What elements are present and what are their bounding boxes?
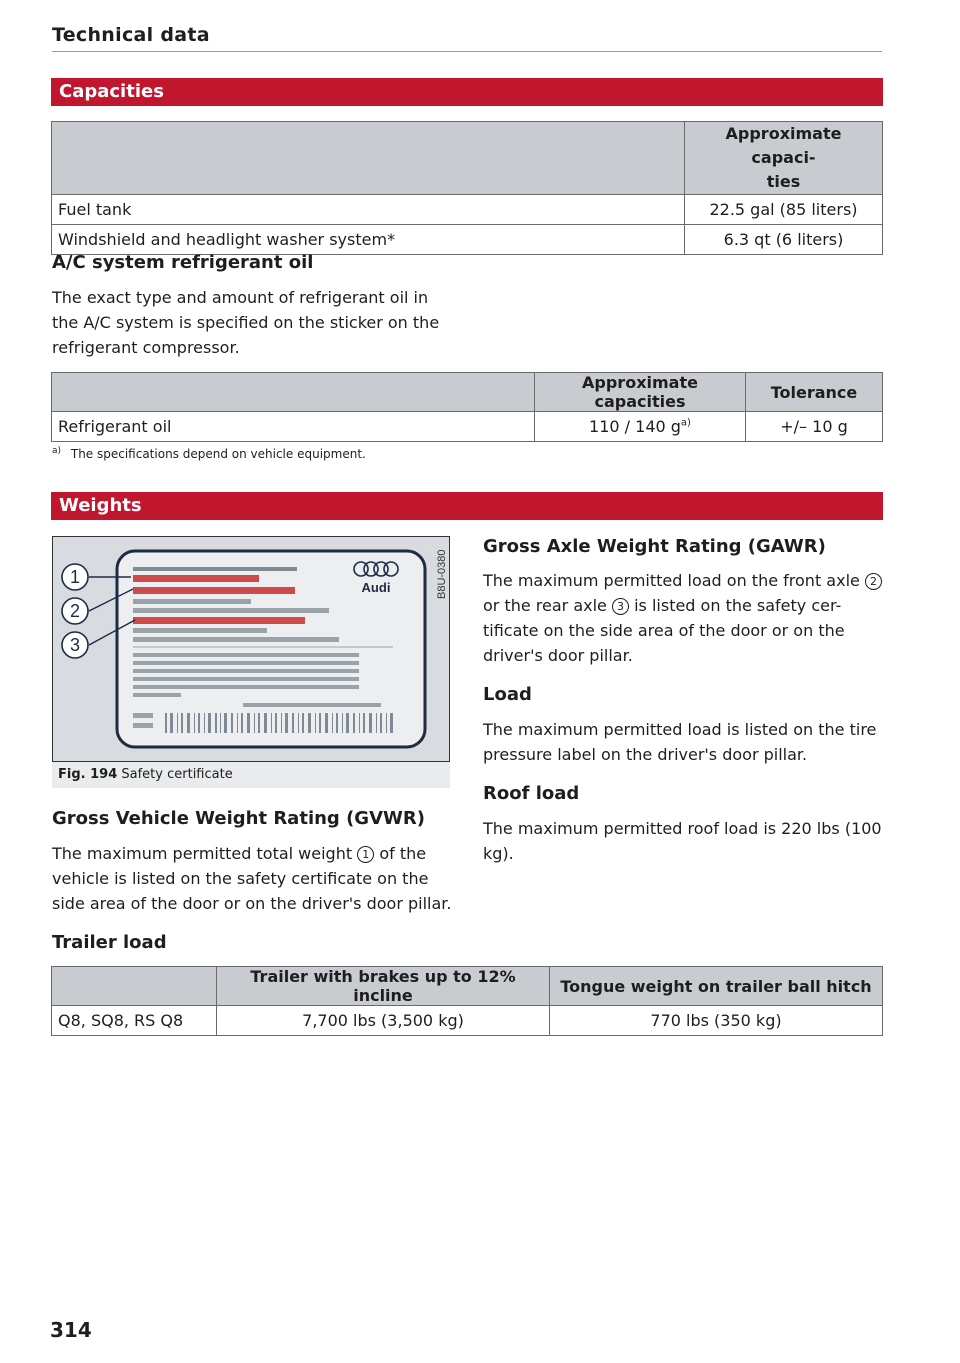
figure-code: B8U-0380 — [436, 549, 448, 599]
table-row — [52, 412, 883, 442]
audi-logo-text: Audi — [361, 580, 391, 595]
table-cell-item: Refrigerant oil — [52, 412, 535, 442]
gawr-text — [483, 568, 883, 668]
refrigerant-oil-table — [51, 372, 883, 442]
gvwr-heading: Gross Vehicle Weight Rating (GVWR) — [52, 808, 425, 829]
capacities-column-header: Approximate capaci- ties — [685, 122, 883, 195]
gawr-text-post: is listed on the safety cer- tificate on the side area of the door or on the driver's door pillar. — [483, 596, 845, 665]
capacities-table-blank-header — [52, 122, 685, 195]
ac-oil-text: The exact type and amount of refrigerant oil in the A/C system is specified on the sticker on the refrigerant compressor. — [52, 288, 440, 357]
table-cell-value: 6.3 qt (6 liters) — [685, 225, 883, 255]
footnote — [52, 446, 366, 461]
oil-table-blank-header — [52, 373, 535, 412]
trailer-load-heading: Trailer load — [52, 932, 167, 953]
load-heading: Load — [483, 684, 532, 705]
figure-caption — [52, 762, 450, 788]
figure-caption-text: Safety certificate — [121, 767, 233, 782]
callout-ref-2: 2 — [865, 573, 882, 590]
page-header-title: Technical data — [52, 24, 210, 46]
table-row — [52, 225, 883, 255]
oil-table-header-tolerance: Tolerance — [746, 373, 883, 412]
roof-load-text: The maximum permitted roof load is 220 lbs (100 kg). — [483, 819, 882, 863]
safety-certificate-figure — [52, 536, 450, 762]
header-divider — [52, 51, 882, 52]
safety-certificate-illustration — [53, 537, 449, 761]
table-cell-item: Fuel tank — [52, 195, 685, 225]
gvwr-text — [52, 841, 452, 916]
table-cell-trailer: 7,700 lbs (3,500 kg) — [217, 1006, 550, 1036]
callout-1: 1 — [69, 567, 81, 587]
table-cell-item: Windshield and headlight washer system* — [52, 225, 685, 255]
callout-ref-3: 3 — [612, 598, 629, 615]
callout-3: 3 — [69, 635, 81, 655]
table-cell-value — [535, 412, 746, 442]
capacities-banner: Capacities — [51, 78, 883, 106]
figure-caption-label: Fig. 194 — [58, 767, 118, 782]
callout-ref-1: 1 — [357, 846, 374, 863]
gawr-text-mid: or the rear axle — [483, 596, 607, 615]
footnote-text: The specifications depend on vehicle equipment. — [70, 447, 366, 461]
gvwr-text-pre: The maximum permitted total weight — [52, 844, 353, 863]
page-number: 314 — [50, 1318, 92, 1342]
trailer-table-header-brakes: Trailer with brakes up to 12% incline — [217, 967, 550, 1006]
load-text: The maximum permitted load is listed on the tire pressure label on the driver's door pillar. — [483, 720, 877, 764]
ac-oil-heading: A/C system refrigerant oil — [52, 252, 314, 273]
table-cell-value: 22.5 gal (85 liters) — [685, 195, 883, 225]
gawr-heading: Gross Axle Weight Rating (GAWR) — [483, 536, 826, 557]
trailer-table-header-tongue: Tongue weight on trailer ball hitch — [550, 967, 883, 1006]
oil-value: 110 / 140 g — [589, 417, 681, 436]
trailer-load-table — [51, 966, 883, 1036]
capacities-table — [51, 121, 883, 255]
oil-table-header-capacity: Approximate capacities — [535, 373, 746, 412]
weights-banner: Weights — [51, 492, 883, 520]
callout-2: 2 — [69, 601, 81, 621]
table-row — [52, 1006, 883, 1036]
footnote-mark: a) — [52, 446, 62, 456]
table-cell-tolerance: +/– 10 g — [746, 412, 883, 442]
table-cell-model: Q8, SQ8, RS Q8 — [52, 1006, 217, 1036]
gvwr-text-post: of the vehicle is listed on the safety certificate on the side area of the door or on the driver's door pillar. — [52, 844, 452, 913]
roof-load-heading: Roof load — [483, 783, 580, 804]
table-cell-tongue: 770 lbs (350 kg) — [550, 1006, 883, 1036]
footnote-reference: a) — [680, 417, 691, 429]
gawr-text-pre: The maximum permitted load on the front axle — [483, 571, 860, 590]
trailer-table-blank-header — [52, 967, 217, 1006]
table-row — [52, 195, 883, 225]
